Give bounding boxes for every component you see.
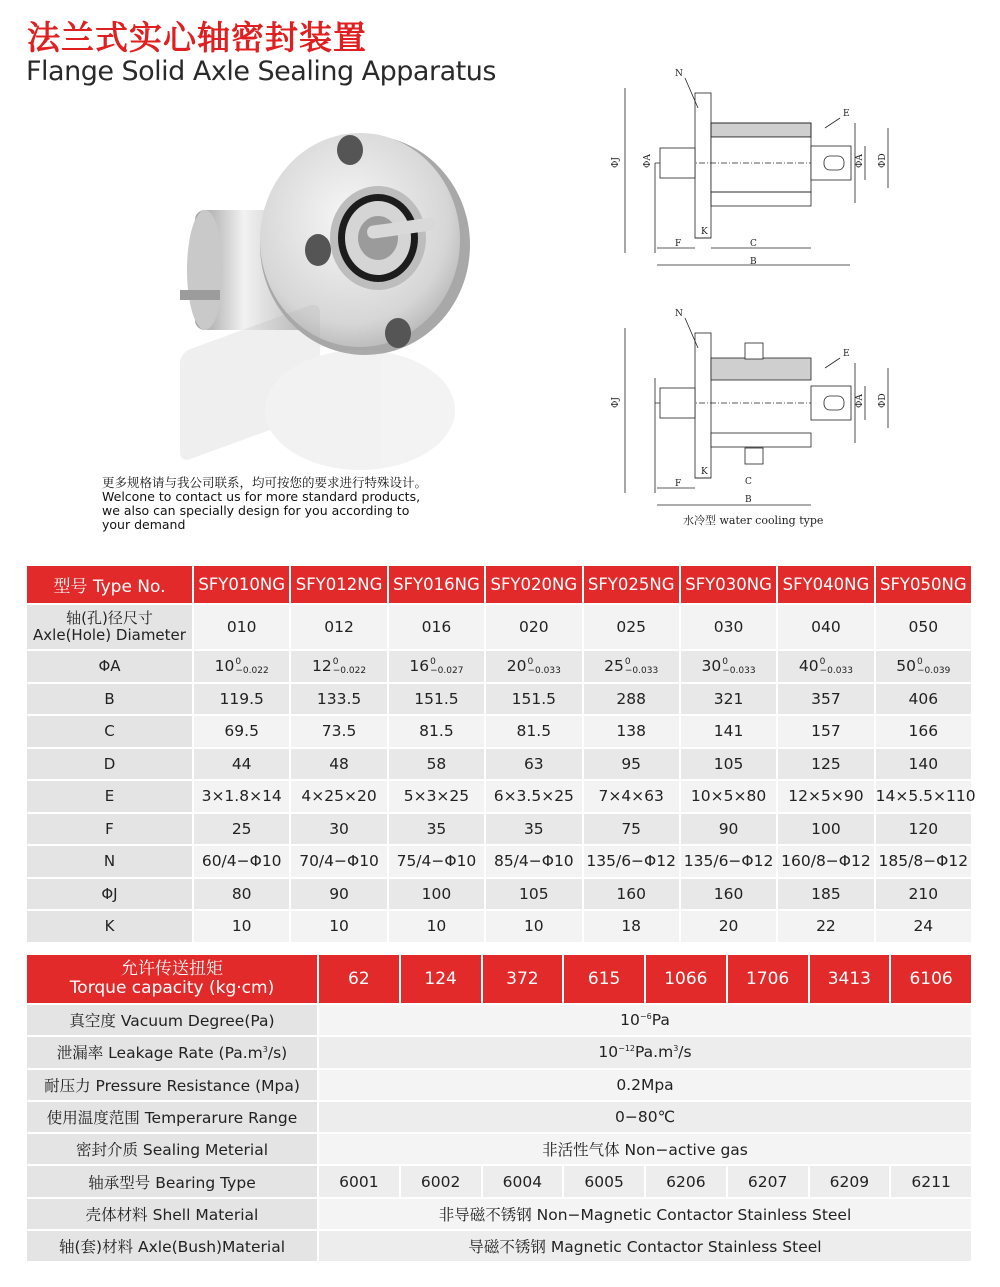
- tol-up: 0: [917, 656, 923, 667]
- table-cell: 030: [681, 605, 776, 649]
- table-cell: 73.5: [291, 716, 386, 747]
- diameter-label-en: Axle(Hole) Diameter: [33, 626, 186, 644]
- phiA-row: [27, 651, 971, 682]
- table-cell: [876, 651, 971, 682]
- spec-row: [27, 911, 971, 942]
- table-cell: 48: [291, 749, 386, 780]
- table-cell: 357: [778, 684, 873, 715]
- tol-value: 12: [312, 657, 332, 675]
- table-cell: 24: [876, 911, 971, 942]
- table-cell: 105: [486, 879, 581, 910]
- table-cell: 58: [389, 749, 484, 780]
- tol-down: −0.039: [917, 665, 951, 676]
- leak-label-post: /s): [267, 1044, 288, 1063]
- model-cell: SFY012NG: [291, 566, 386, 603]
- torque-cell: 6106: [891, 955, 971, 1003]
- temperature-value: 0−80℃: [319, 1102, 971, 1132]
- table-cell: 5×3×25: [389, 781, 484, 812]
- spec-row-label: ΦJ: [27, 879, 192, 910]
- table-cell: 040: [778, 605, 873, 649]
- axle-value: 导磁不锈钢 Magnetic Contactor Stainless Steel: [319, 1231, 971, 1261]
- contact-note-cn: 更多规格请与我公司联系，均可按您的要求进行特殊设计。: [102, 475, 428, 490]
- table-cell: 95: [584, 749, 679, 780]
- tol-down: −0.033: [527, 665, 561, 676]
- tol-value: 40: [798, 657, 819, 675]
- table-cell: 85/4−Φ10: [486, 846, 581, 877]
- tol-down: −0.022: [235, 665, 269, 676]
- spec-row-label: N: [27, 846, 192, 877]
- spec-row: [27, 749, 971, 780]
- spec-rows: [27, 684, 976, 942]
- torque-cell: 62: [319, 955, 399, 1003]
- label-N-1: N: [675, 69, 683, 79]
- vacuum-value: [319, 1005, 971, 1035]
- label-B-2: B: [745, 495, 752, 505]
- leak-base: 10: [598, 1043, 619, 1062]
- table-cell: 80: [194, 879, 289, 910]
- shell-value: 非导磁不锈钢 Non−Magnetic Contactor Stainless Steel: [319, 1199, 971, 1229]
- table-cell: 141: [681, 716, 776, 747]
- spec-row: [27, 684, 971, 715]
- label-B-1: B: [750, 257, 757, 267]
- diameter-label-cn: 轴(孔)径尺寸: [66, 609, 153, 627]
- table-cell: 160: [681, 879, 776, 910]
- medium-row: [27, 1134, 971, 1164]
- pressure-row: [27, 1070, 971, 1100]
- spec-row-label: B: [27, 684, 192, 715]
- label-D-2: ΦD: [878, 393, 888, 408]
- table-cell: [681, 651, 776, 682]
- bearing-cell: 6207: [728, 1166, 808, 1196]
- tol-up: 0: [819, 656, 826, 667]
- table-cell: 025: [584, 605, 679, 649]
- table-cell: [584, 651, 679, 682]
- table-cell: 151.5: [389, 684, 484, 715]
- label-A-2: ΦA: [855, 154, 865, 168]
- tolerance: [430, 658, 463, 676]
- axle-label: 轴(套)材料 Axle(Bush)Material: [27, 1231, 317, 1261]
- table-cell: 125: [778, 749, 873, 780]
- tol-value: 16: [409, 657, 430, 675]
- table-cell: 25: [194, 814, 289, 845]
- table-cell: 6×3.5×25: [486, 781, 581, 812]
- leak-unit-exp: 3: [673, 1044, 679, 1054]
- leak-exp: −12: [618, 1044, 636, 1054]
- label-A-3: ΦA: [855, 394, 865, 408]
- tol-value: 10: [214, 657, 235, 675]
- bearing-cell: 6211: [891, 1166, 971, 1196]
- contact-note: [102, 476, 427, 532]
- model-cell: SFY016NG: [389, 566, 484, 603]
- table-cell: 160/8−Φ12: [778, 846, 873, 877]
- table-cell: 22: [778, 911, 873, 942]
- tolerance: [528, 658, 561, 676]
- table-cell: [778, 651, 873, 682]
- medium-value: 非活性气体 Non−active gas: [319, 1134, 971, 1164]
- pressure-label: 耐压力 Pressure Resistance (Mpa): [27, 1070, 317, 1100]
- label-K-2: K: [701, 467, 708, 477]
- table-cell: 14×5.5×110: [876, 781, 971, 812]
- table-cell: 10: [291, 911, 386, 942]
- torque-cell: 615: [564, 955, 644, 1003]
- technical-drawing: [600, 68, 900, 538]
- tol-up: 0: [527, 656, 534, 667]
- table-cell: 35: [486, 814, 581, 845]
- table-cell: 60/4−Φ10: [194, 846, 289, 877]
- tol-value: 25: [604, 657, 624, 675]
- table-cell: 75: [584, 814, 679, 845]
- bearing-row: [27, 1166, 971, 1196]
- bearing-cell: 6004: [483, 1166, 563, 1196]
- spec-table: [25, 564, 976, 944]
- model-cell: SFY010NG: [194, 566, 289, 603]
- leak-unit-post: /s: [678, 1043, 692, 1062]
- table-cell: 321: [681, 684, 776, 715]
- label-F-2: F: [675, 479, 682, 489]
- bearing-cell: 6209: [810, 1166, 890, 1196]
- leakage-value: [319, 1037, 971, 1067]
- table-cell: 81.5: [389, 716, 484, 747]
- table-cell: [486, 651, 581, 682]
- tolerance: [820, 658, 853, 676]
- table-cell: 160: [584, 879, 679, 910]
- torque-cell: 1066: [646, 955, 726, 1003]
- table-cell: 7×4×63: [584, 781, 679, 812]
- spec-row: [27, 846, 971, 877]
- vacuum-exp: −6: [639, 1011, 652, 1021]
- table-cell: 012: [291, 605, 386, 649]
- spec-row: [27, 716, 971, 747]
- product-photo: [160, 90, 480, 480]
- leak-unit-pre: Pa.m: [635, 1043, 674, 1062]
- label-C-2: C: [745, 477, 752, 487]
- table-cell: [194, 651, 289, 682]
- label-N-2: N: [675, 309, 683, 319]
- model-cell: SFY030NG: [681, 566, 776, 603]
- table-cell: 119.5: [194, 684, 289, 715]
- diameter-row: [27, 605, 971, 649]
- tolerance: [625, 658, 658, 676]
- table-cell: 44: [194, 749, 289, 780]
- table-cell: [291, 651, 386, 682]
- spec-row-label: C: [27, 716, 192, 747]
- tolerance: [722, 658, 755, 676]
- table-cell: 133.5: [291, 684, 386, 715]
- drawing-water-cooling: [611, 309, 888, 505]
- torque-cell: 372: [483, 955, 563, 1003]
- tol-down: −0.033: [819, 665, 853, 676]
- contact-note-en-3: your demand: [102, 517, 186, 532]
- table-cell: 10: [194, 911, 289, 942]
- drawing-caption: 水冷型 water cooling type: [683, 514, 824, 527]
- label-J-2: ΦJ: [611, 397, 621, 408]
- table-cell: 151.5: [486, 684, 581, 715]
- diameter-label: [27, 605, 192, 649]
- torque-row: [27, 955, 971, 1003]
- label-J-1: ΦJ: [611, 157, 621, 168]
- vacuum-row: [27, 1005, 971, 1035]
- spec-row-label: K: [27, 911, 192, 942]
- spec-row: [27, 879, 971, 910]
- table-cell: 020: [486, 605, 581, 649]
- torque-label-en: Torque capacity (kg·cm): [69, 978, 275, 998]
- model-cell: SFY040NG: [778, 566, 873, 603]
- label-E-2: E: [843, 349, 850, 359]
- bearing-label: 轴承型号 Bearing Type: [27, 1166, 317, 1196]
- tolerance: [917, 658, 950, 676]
- temperature-label: 使用温度范围 Temperarure Range: [27, 1102, 317, 1132]
- table-cell: 81.5: [486, 716, 581, 747]
- medium-label: 密封介质 Sealing Meterial: [27, 1134, 317, 1164]
- table-cell: 135/6−Φ12: [681, 846, 776, 877]
- tol-down: −0.033: [624, 665, 659, 676]
- table-cell: 100: [778, 814, 873, 845]
- table-cell: 138: [584, 716, 679, 747]
- table-cell: 63: [486, 749, 581, 780]
- table-cell: 69.5: [194, 716, 289, 747]
- table-cell: 3×1.8×14: [194, 781, 289, 812]
- label-D-1: ΦD: [878, 153, 888, 168]
- torque-cell: 124: [401, 955, 481, 1003]
- tolerance: [235, 658, 268, 676]
- torque-label: [27, 955, 317, 1003]
- leak-label-exp: 3: [262, 1045, 268, 1055]
- table-cell: 210: [876, 879, 971, 910]
- table-cell: 30: [291, 814, 386, 845]
- table-cell: 185/8−Φ12: [876, 846, 971, 877]
- table-cell: 105: [681, 749, 776, 780]
- tol-up: 0: [722, 656, 728, 667]
- spec-row: [27, 781, 971, 812]
- table-cell: 90: [291, 879, 386, 910]
- performance-table: [25, 953, 973, 1263]
- tol-down: −0.033: [722, 665, 756, 676]
- temperature-row: [27, 1102, 971, 1132]
- tol-up: 0: [624, 656, 631, 667]
- bearing-cell: 6001: [319, 1166, 399, 1196]
- bearing-cell: 6206: [646, 1166, 726, 1196]
- table-cell: 10: [389, 911, 484, 942]
- label-F-1: F: [675, 239, 682, 249]
- table-cell: 140: [876, 749, 971, 780]
- tol-up: 0: [332, 656, 339, 667]
- torque-label-cn: 允许传送扭矩: [121, 959, 223, 979]
- tol-down: −0.027: [430, 665, 464, 676]
- table-cell: 12×5×90: [778, 781, 873, 812]
- tol-down: −0.022: [332, 665, 367, 676]
- contact-note-en-1: Welcone to contact us for more standard products,: [102, 489, 421, 504]
- model-cell: SFY025NG: [584, 566, 679, 603]
- leak-label-pre: 泄漏率 Leakage Rate (Pa.m: [56, 1044, 263, 1063]
- vacuum-base: 10: [620, 1011, 640, 1030]
- drawing-standard: [611, 69, 888, 267]
- table-cell: [389, 651, 484, 682]
- model-cell: SFY050NG: [876, 566, 971, 603]
- model-cell: SFY020NG: [486, 566, 581, 603]
- spec-row-label: D: [27, 749, 192, 780]
- label-K-1: K: [701, 227, 708, 237]
- tol-up: 0: [235, 656, 242, 667]
- table-cell: 35: [389, 814, 484, 845]
- axle-row: [27, 1231, 971, 1261]
- spec-header-label: 型号 Type No.: [27, 566, 192, 603]
- leakage-label: [27, 1037, 317, 1067]
- table-cell: 75/4−Φ10: [389, 846, 484, 877]
- table-cell: 18: [584, 911, 679, 942]
- table-cell: 10: [486, 911, 581, 942]
- table-cell: 4×25×20: [291, 781, 386, 812]
- table-cell: 406: [876, 684, 971, 715]
- vacuum-unit: Pa: [651, 1011, 670, 1030]
- contact-note-en-2: we also can specially design for you according to: [102, 503, 410, 518]
- table-cell: 288: [584, 684, 679, 715]
- torque-cell: 1706: [728, 955, 808, 1003]
- table-cell: 050: [876, 605, 971, 649]
- spec-row: [27, 814, 971, 845]
- table-cell: 100: [389, 879, 484, 910]
- table-cell: 185: [778, 879, 873, 910]
- page-title-cn: 法兰式实心轴密封装置: [27, 18, 367, 57]
- table-cell: 120: [876, 814, 971, 845]
- spec-row-label: E: [27, 781, 192, 812]
- table-cell: 10×5×80: [681, 781, 776, 812]
- spec-row-label: F: [27, 814, 192, 845]
- shell-row: [27, 1199, 971, 1229]
- tolerance: [333, 658, 366, 676]
- table-cell: 016: [389, 605, 484, 649]
- table-cell: 010: [194, 605, 289, 649]
- spec-header-row: [27, 566, 971, 603]
- vacuum-label: 真空度 Vacuum Degree(Pa): [27, 1005, 317, 1035]
- page-title-en: Flange Solid Axle Sealing Apparatus: [26, 56, 496, 87]
- table-cell: 166: [876, 716, 971, 747]
- table-cell: 157: [778, 716, 873, 747]
- label-C-1: C: [750, 239, 757, 249]
- table-cell: 20: [681, 911, 776, 942]
- torque-cell: 3413: [810, 955, 890, 1003]
- leakage-row: [27, 1037, 971, 1067]
- shell-label: 壳体材料 Shell Material: [27, 1199, 317, 1229]
- table-cell: 70/4−Φ10: [291, 846, 386, 877]
- table-cell: 135/6−Φ12: [584, 846, 679, 877]
- label-E-1: E: [843, 109, 850, 119]
- phiA-label: ΦA: [27, 651, 192, 682]
- tol-up: 0: [430, 656, 436, 667]
- pressure-value: 0.2Mpa: [319, 1070, 971, 1100]
- bearing-cell: 6005: [564, 1166, 644, 1196]
- tol-value: 30: [701, 657, 722, 675]
- label-A-1: ΦA: [643, 154, 653, 168]
- tol-value: 20: [506, 657, 527, 675]
- tol-value: 50: [896, 657, 917, 675]
- bearing-cell: 6002: [401, 1166, 481, 1196]
- table-cell: 90: [681, 814, 776, 845]
